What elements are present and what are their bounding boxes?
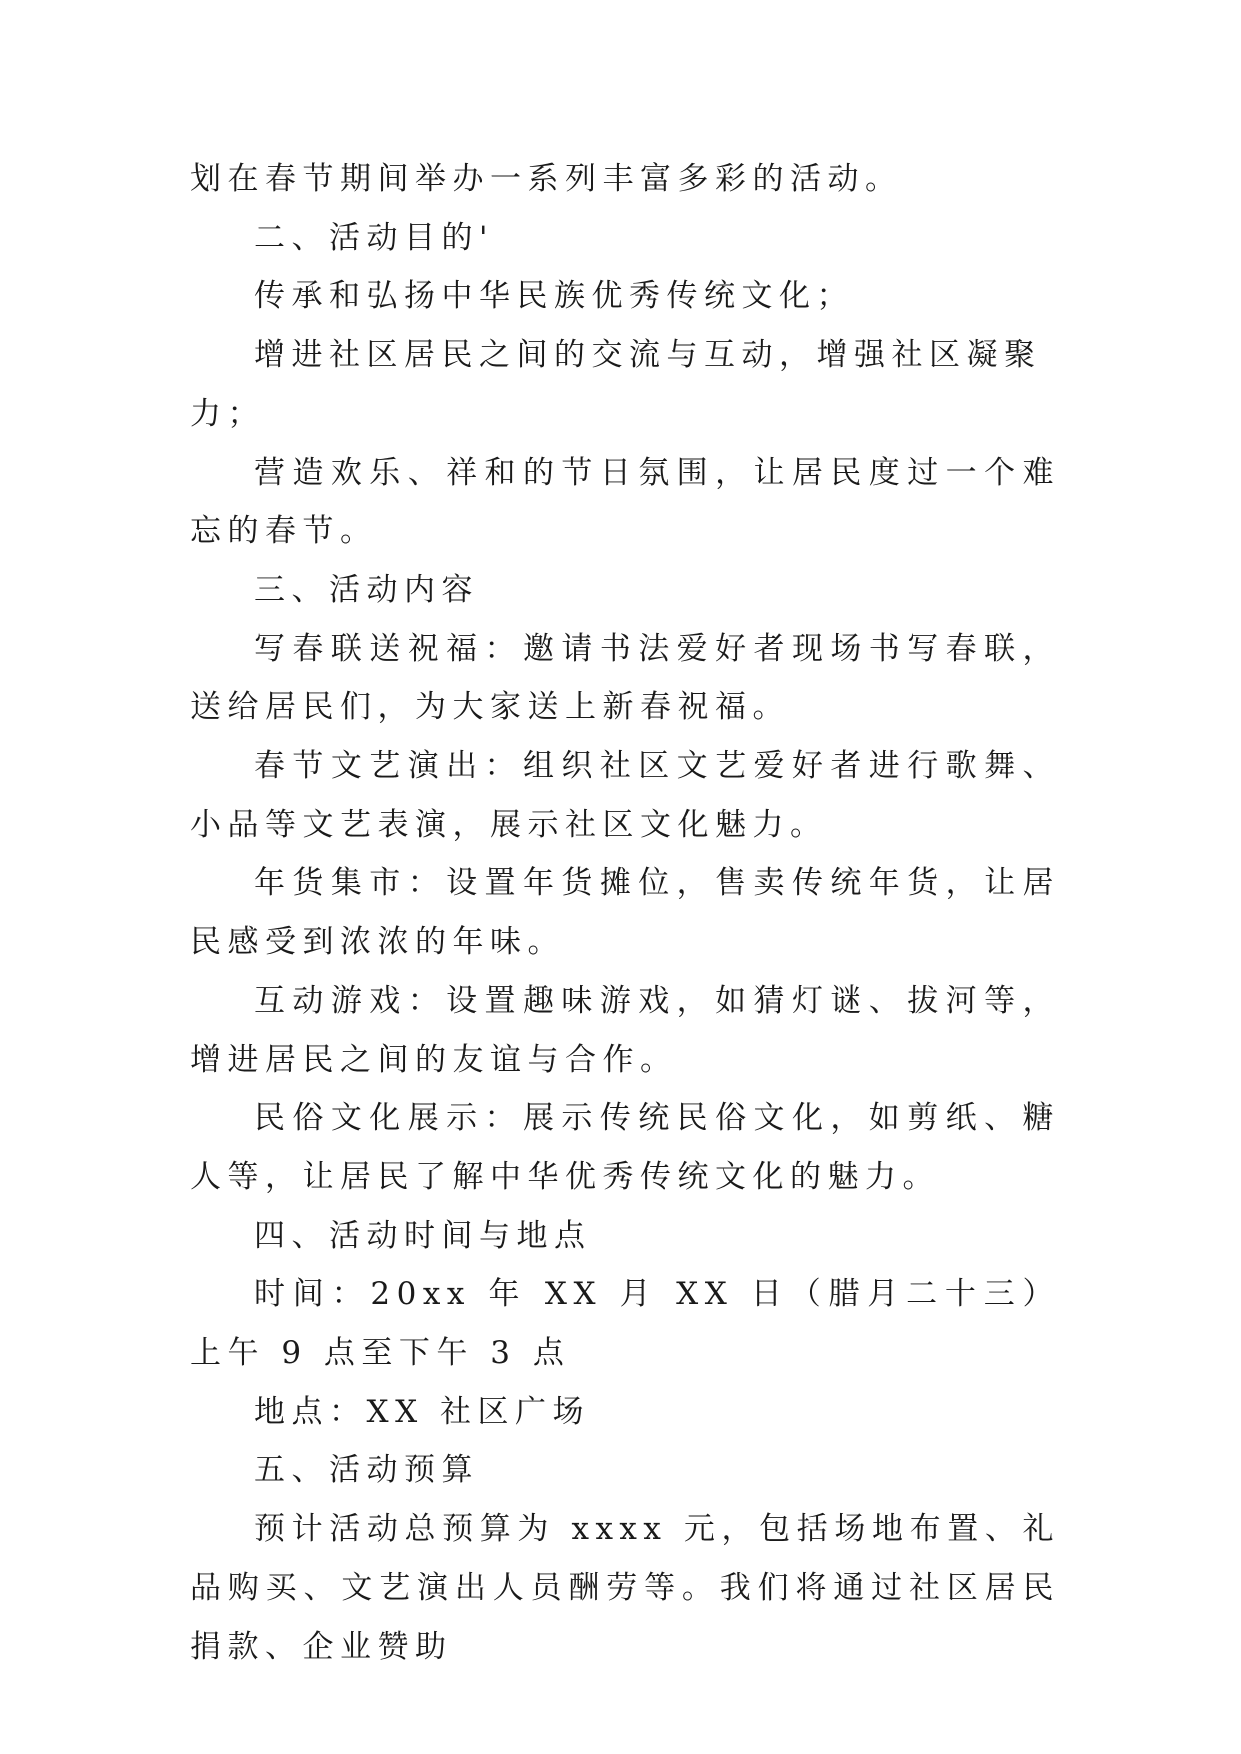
place-item: 地点：XX 社区广场 [254, 1393, 590, 1430]
goal-item: 传承和弘扬中华民族优秀传统文化； [254, 278, 854, 315]
budget-item: 预计活动总预算为 xxxx 元，包括场地布置、礼品购买、文艺演出人员酬劳等。我们将通过社区居民捐款、企业赞助 [190, 1511, 1060, 1665]
content-item: 互动游戏：设置趣味游戏，如猜灯谜、拔河等，增进居民之间的友谊与合作。 [190, 982, 1060, 1078]
paragraph-continuation: 划在春节期间举办一系列丰富多彩的活动。 [190, 161, 903, 197]
goal-item: 增进社区居民之间的交流与互动，增强社区凝聚力； [190, 337, 1042, 432]
section-heading-budget: 五、活动预算 [254, 1452, 479, 1489]
section-heading-goals: 二、活动目的' [254, 219, 495, 256]
content-item: 春节文艺演出：组织社区文艺爱好者进行歌舞、小品等文艺表演，展示社区文化魅力。 [190, 748, 1060, 843]
section-heading-content: 三、活动内容 [254, 571, 479, 608]
section-heading-time-place: 四、活动时间与地点 [254, 1217, 592, 1254]
content-item: 民俗文化展示：展示传统民俗文化，如剪纸、糖人等，让居民了解中华优秀传统文化的魅力。 [190, 1100, 1060, 1195]
time-item: 时间：20xx 年 XX 月 XX 日（腊月二十三）上午 9 点至下午 3 点 [190, 1276, 1060, 1372]
document-body [190, 150, 1060, 1676]
content-item: 年货集市：设置年货摊位，售卖传统年货，让居民感受到浓浓的年味。 [190, 865, 1060, 961]
goal-item: 营造欢乐、祥和的节日氛围，让居民度过一个难忘的春节。 [190, 454, 1060, 550]
content-item: 写春联送祝福：邀请书法爱好者现场书写春联，送给居民们，为大家送上新春祝福。 [190, 630, 1060, 726]
